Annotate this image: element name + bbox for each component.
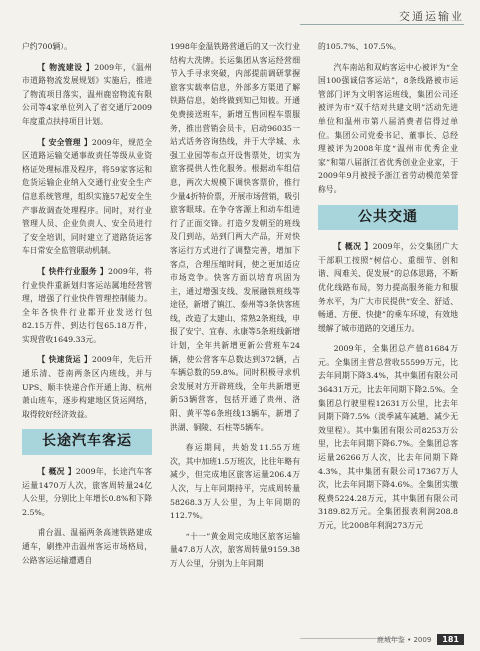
- paragraph-text: 2009年，将行业快件重新划归客运站属地经营管理，增强了行业快件管理控制能力。全年各快件行业都开业发送行包82.15万件、到达行包65.18万件，实现营收1649.33元。: [22, 266, 152, 344]
- paragraph-text: 2009年，先后开通乐清、苍南两条区内班线，并与UPS、顺丰快递合作开通上海、杭州萧山班车，逐步构建地区货运网络，取得较好经济效益。: [22, 355, 152, 419]
- paragraph-text: 2009年，规范全区道路运输交通事故责任等级从业资格证处理标准及程序，将59家客运和危货运输企业纳入交通行业安全生产信息系统管理，组织实施57起安全生产事故调查处理程序。同时，对行业管理人员、企业负责人、安全员进行了安全培训，同时建立了道路货运客车日常安全监管联动机制。: [22, 137, 152, 256]
- paragraph: 户约700辆）。: [22, 42, 72, 51]
- paragraph-text: 2009年，《温州市道路物流发展规划》实施后，推进了物流项目落实，温州鹿窑物流有限公司等4家单位列入了省交通厅2009年度重点扶持项目计划。: [22, 62, 152, 126]
- paragraph-overview: [318, 240, 458, 335]
- paragraph: “十一”黄金周完成地区旅客运输量47.8万人次，旅客周转量9159.38万人公里，分别为上年同期: [170, 531, 300, 568]
- paragraph-text: 2009年，公交集团广大干部职工按照“树信心、重细节、创和谐、闯难关、促发展”的总体思路，不断优化线路布局，努力提高服务能力和服务水平，为广大市民提供“安全、舒适、畅通、方便、快捷”的乘车环境，有效地缓解了城市道路的交通压力。: [318, 242, 458, 333]
- paragraph: 汽车南站和双屿客运中心被评为“全国100强诚信客运站”，8条线路被市运管部门评为文明客运班线，集团公司还被评为市“双千结对共建文明”活动先进单位和温州市第八届消费者信得过单位。集团公司党委书记、董事长、总经理被评为2008年度“温州市优秀企业家”和第八届浙江省优秀创业企业家，于2009年9月被授予浙江省劳动模范荣誉称号。: [318, 62, 458, 194]
- paragraph: 2009年，全集团总产值81684万元。全集团主营总营收55599万元，比去年同期下降3.4%，其中集团有限公司36431万元，比去年同期下降2.5%。全集团总行驶里程12631万公里，比去年同期下降7.5%（淡季减车减趟、减少无效里程）。其中集团有限公司8253万公里，比去年同期下降6.7%。全集团总客运量26266万人次，比去年同期下降4.3%，其中集团有限公司17367万人次，比去年同期下降4.6%。全集团实缴税费5224.28万元，其中集团有限公司3189.82万元。全集团报表利润208.8万元，比2008年利润273万元: [318, 344, 458, 530]
- paragraph: 甫台温、温福两条高速铁路建成通车，刷挫冲击温州客运市场格局，公路客运运输遭遇自: [22, 528, 152, 565]
- column-2: [170, 40, 300, 578]
- paragraph-overview: [22, 465, 152, 519]
- page-header: [0, 0, 480, 40]
- paragraph-fast-freight: [22, 353, 152, 421]
- paragraph-logistics: [22, 61, 152, 129]
- paragraph-express: [22, 265, 152, 347]
- section-tag: 【 概况 】: [333, 242, 373, 252]
- paragraph: 春运期间，共始发11.55万班次，其中加班1.5万班次，比往年略有减少，但完成地区旅客运量206.4万人次，与上年同期持平，完成周转量58268.3万人公里，为上年同期的112.7%。: [170, 443, 300, 521]
- page-footer: [377, 634, 464, 645]
- column-1: [22, 40, 152, 574]
- footer-text: 鹿城年鉴 • 2009: [376, 635, 432, 644]
- section-tag: 【 安全管理 】: [37, 137, 92, 147]
- paragraph: 1998年金温铁路营通后的又一次行业结构大洗牌。长运集团从客运经营细节入手寻求突破，内部提前调研掌握旅客实载率信息，外部多方渠道了解铁路信息，始终做到知己知彼。开通免费接送班车，新增互售回程车票服务，推出营销会员卡，启动96035一站式话务咨询热线，并于大学城、永强工业园等布点开设售票处，切实为旅客提供人性化服务。根据动车组信息，两次大规模下调快客票价，推行少量4折特价票，开展市场营销，吸引旅客眼球。在争夺客源上和动车组进行了正面交锋。打造夕发朝至的班线及门到站，站到门两大产品，开对快客运行方式进行了调整完善，增加下客点，合理压缩时间，使之更加适应市场竞争。快客方面以培育巩固为主，通过增强支线、发展融铁班线等途径，新增了镇江、泰州等3条快客班线，改造了太建山、常熟2条班线，申报了安宁、宜春、永康等5条班线新增计划，全年共新增更新公营班车24辆，使公营客车总数达到372辆，占车辆总数的59.8%。同时积极寻求机会发展对方开辟班线，全年共新增更新53辆营客，包括开通了贵州、洛阳、黄平等6条班线13辆车，新增了洪湖、铜陵、石柱等5辆车。: [170, 42, 300, 432]
- section-heading-long-distance: 长途汽车客运: [22, 429, 152, 455]
- section-tag: 【 快速货运 】: [37, 355, 92, 365]
- page-number: 181: [437, 634, 464, 645]
- section-tag: 【 概况 】: [37, 467, 76, 477]
- column-3: [318, 40, 458, 540]
- section-tag: 【 快件行业服务 】: [37, 266, 108, 276]
- running-header: 交通运输业: [399, 10, 464, 23]
- section-tag: 【 物流建设 】: [37, 62, 95, 72]
- paragraph: 的105.7%、107.5%。: [318, 42, 401, 51]
- paragraph-safety: [22, 136, 152, 258]
- header-rule: [300, 24, 464, 25]
- paragraph-text: 2009年，长途汽车客运量1470万人次，旅客周转量24亿人公里，分别比上年增长0.8%和下降2.5%。: [22, 467, 152, 517]
- section-heading-public-transit: 公共交通: [318, 205, 458, 231]
